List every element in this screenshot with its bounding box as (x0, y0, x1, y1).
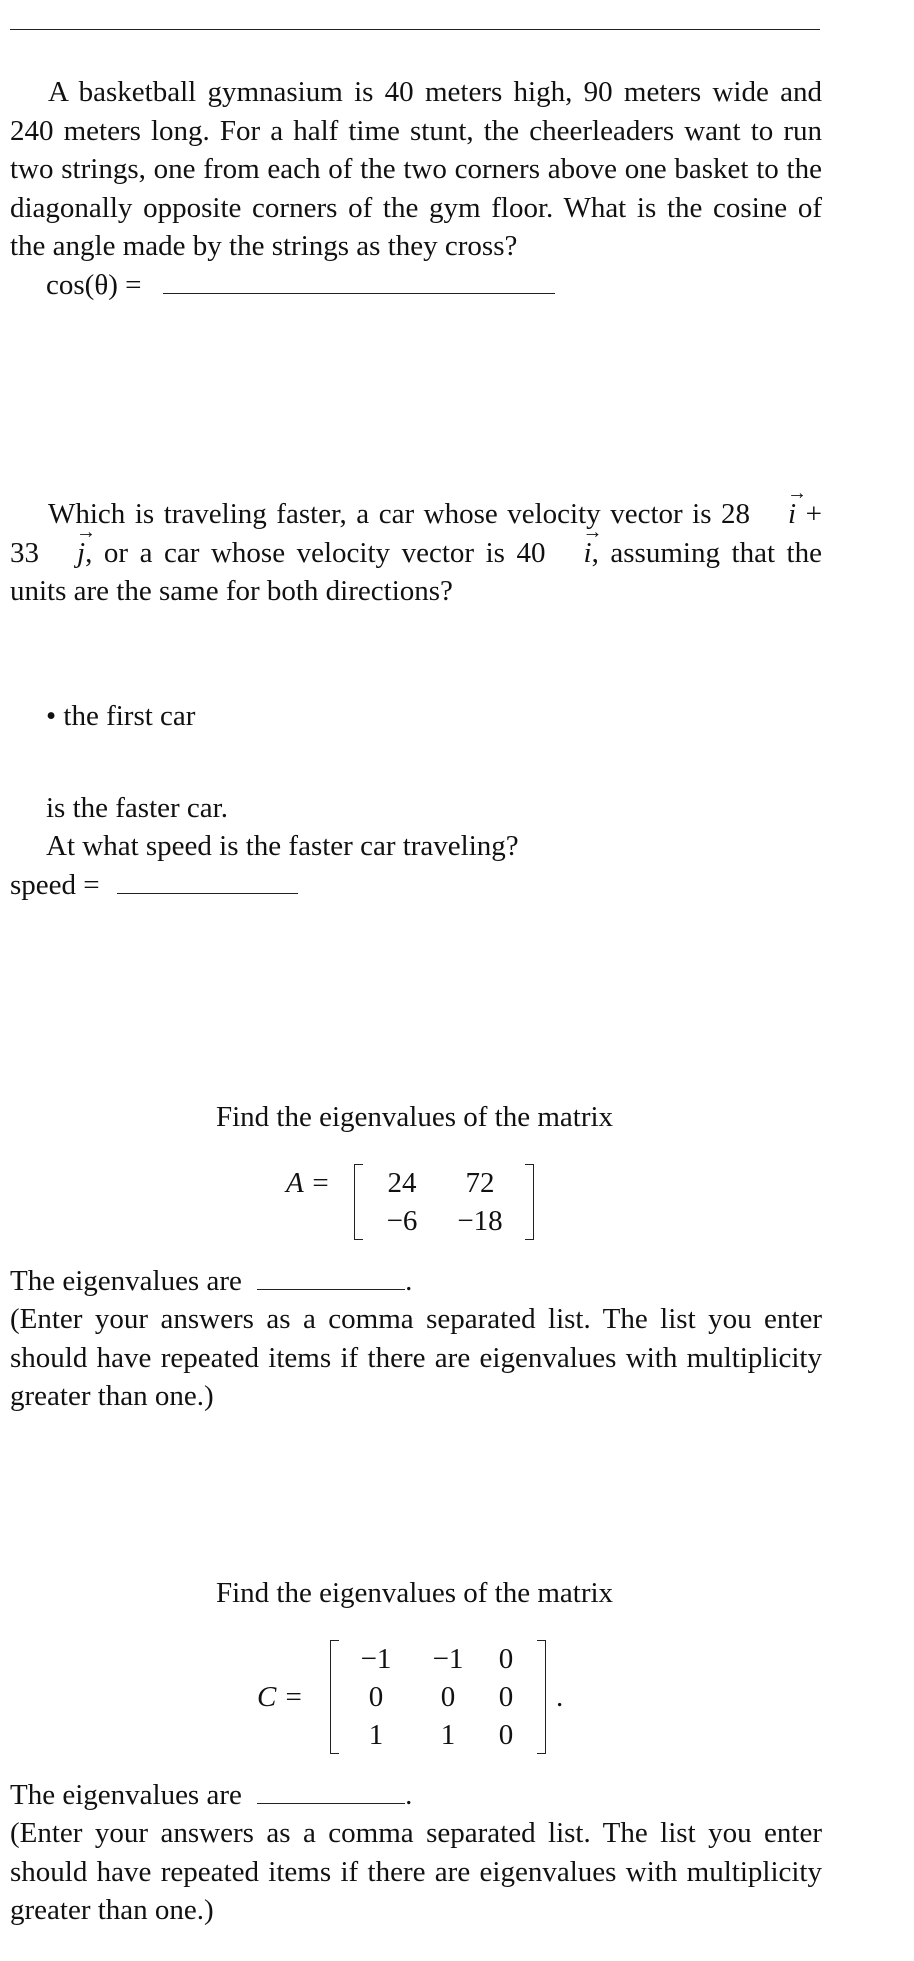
v2-i-coefficient: 40 (516, 536, 546, 569)
problem2-q-end: , assuming that the units are the same for both directions? (10, 536, 822, 607)
problem2-paragraph (10, 495, 822, 611)
problem1-text (10, 73, 822, 266)
matrix-c-cell: 0 (498, 1643, 514, 1675)
problem4-instructions: (Enter your answers as a comma separated list. The list you enter should have repeated items if there are eigenvalues with multiplicity greater than one.) (10, 1817, 822, 1926)
right-bracket (525, 1164, 534, 1240)
matrix-c-cell: 1 (368, 1719, 384, 1751)
problem4-prompt: Find the eigenvalues of the matrix (216, 1577, 614, 1609)
matrix-c-cell: 0 (498, 1681, 514, 1713)
problem2-question (10, 495, 822, 611)
i-unit-vector: i → (750, 495, 796, 534)
matrix-a-label: A = (286, 1167, 331, 1199)
matrix-c-cell: 1 (440, 1719, 456, 1751)
matrix-c-period: . (556, 1681, 564, 1713)
matrix-c-cell: 0 (368, 1681, 384, 1713)
speed-question: At what speed is the faster car traveling? (46, 830, 519, 862)
matrix-a (354, 1164, 534, 1240)
problem2-q-mid: , or a car whose velocity vector is (85, 536, 517, 569)
matrix-c-cell: 0 (440, 1681, 456, 1713)
right-bracket (537, 1640, 546, 1754)
speed-answer-row (10, 866, 298, 904)
matrix-c-cell: −1 (360, 1643, 392, 1675)
choice-first-car[interactable]: • the first car (46, 700, 196, 732)
period: . (405, 1779, 413, 1811)
matrix-a-cell: −18 (457, 1205, 503, 1237)
eigenvalues-input-c[interactable] (257, 1779, 405, 1804)
matrix-a-cell: 72 (465, 1167, 495, 1199)
problem1-answer-row (46, 266, 555, 304)
is-faster-text: is the faster car. (46, 792, 228, 824)
problem3-instructions: (Enter your answers as a comma separated list. The list you enter should have repeated items if there are eigenvalues with multiplicity greater than one.) (10, 1303, 822, 1412)
top-divider (10, 29, 820, 30)
left-bracket (354, 1164, 363, 1240)
left-bracket (330, 1640, 339, 1754)
v1-i-coefficient: 28 (721, 498, 751, 530)
matrix-c-cell: −1 (432, 1643, 464, 1675)
matrix-c-cell: 0 (498, 1719, 514, 1751)
problem4-answer-row (10, 1776, 412, 1814)
problem3-answer-row (10, 1262, 412, 1300)
i-unit-vector: i → (546, 534, 592, 573)
problem3-prompt: Find the eigenvalues of the matrix (216, 1101, 614, 1133)
problem2-q-start: Which is traveling faster, a car whose velocity vector is (48, 498, 722, 530)
speed-input[interactable] (117, 869, 298, 894)
j-unit-vector: j → (39, 534, 85, 573)
eigenvalues-label-a: The eigenvalues are (10, 1265, 242, 1297)
eigenvalues-label-c: The eigenvalues are (10, 1779, 242, 1811)
matrix-c-label: C = (257, 1681, 304, 1713)
v1-j-coefficient: 33 (10, 536, 39, 569)
matrix-a-cell: 24 (387, 1167, 417, 1199)
cos-theta-input[interactable] (163, 269, 555, 294)
eigenvalues-input-a[interactable] (257, 1265, 405, 1290)
speed-label: speed = (10, 869, 100, 901)
cos-theta-label: cos(θ) = (46, 269, 142, 301)
problem1-paragraph: A basketball gymnasium is 40 meters high, 90 meters wide and 240 meters long. For a half time stunt, the cheerleaders want to run two strings, one from each of the two corners above one basket to the diagonally opposite corners of the gym floor. What is the cosine of the angle made by the strings as they cross? (10, 76, 822, 262)
plus-sign: + (796, 498, 822, 530)
period: . (405, 1265, 413, 1297)
matrix-a-cell: −6 (386, 1205, 418, 1237)
matrix-c (330, 1640, 546, 1754)
